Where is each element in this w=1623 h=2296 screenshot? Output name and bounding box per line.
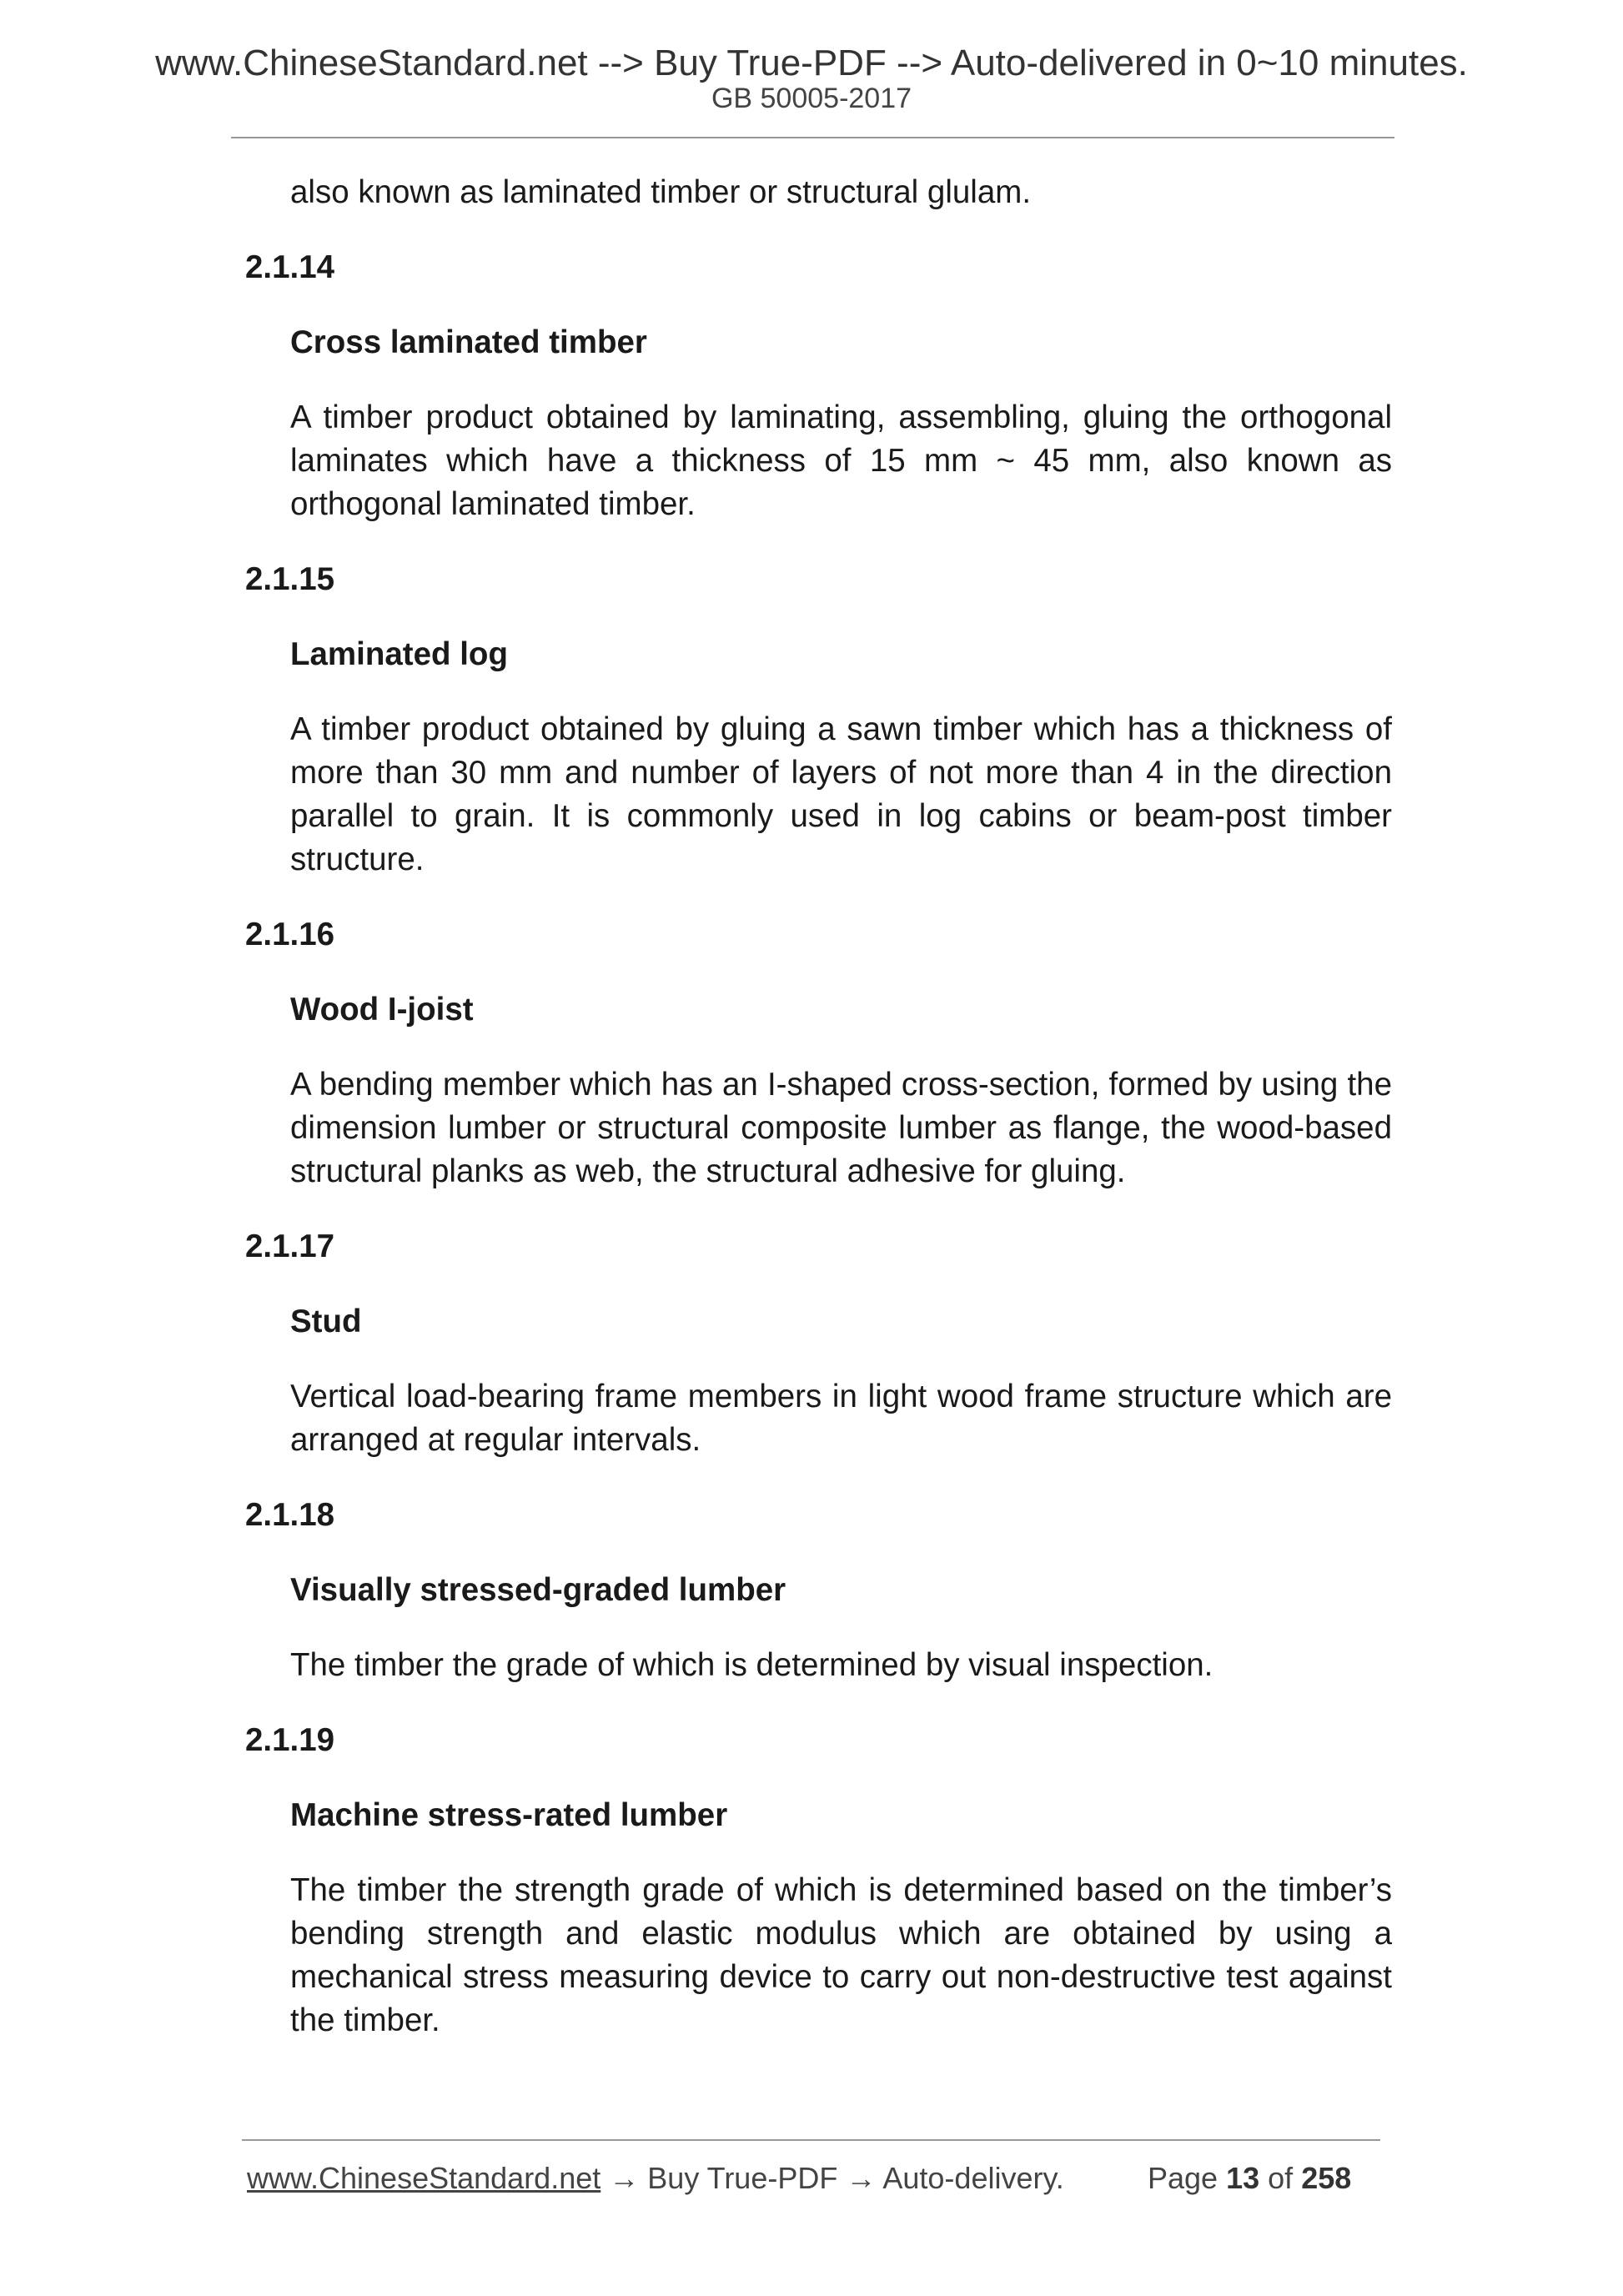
clause-term: Wood I-joist: [290, 992, 474, 1027]
clause-definition: Vertical load-bearing frame members in light wood frame structure which are arranged at regular intervals.: [290, 1379, 1392, 1458]
page-label: Page: [1148, 2161, 1219, 2195]
clause-definition: A timber product obtained by gluing a sawn timber which has a thickness of more than 30 mm and number of layers of not more than 4 in the direction parallel to grain. It is commonly used in log cabins or beam-post timber structure.: [290, 711, 1392, 877]
document-body: [245, 171, 1392, 2074]
footer-buy-text: Buy True-PDF: [647, 2161, 838, 2195]
clause-number: 2.1.18: [245, 1497, 335, 1533]
clause-term: Cross laminated timber: [290, 324, 647, 360]
clause-term: Machine stress-rated lumber: [290, 1797, 728, 1833]
header-banner: www.ChineseStandard.net --> Buy True-PDF --> Auto-delivered in 0~10 minutes.: [155, 43, 1468, 83]
arrow-right-icon: →: [846, 2161, 877, 2195]
arrow-right-icon: →: [609, 2161, 640, 2195]
document-code: GB 50005-2017: [711, 83, 912, 114]
page-total: 258: [1301, 2161, 1352, 2195]
clause-number: 2.1.17: [245, 1228, 335, 1264]
clause-term: Visually stressed-graded lumber: [290, 1572, 786, 1608]
intro-text: also known as laminated timber or structural glulam.: [290, 174, 1032, 210]
clause-number: 2.1.14: [245, 249, 335, 285]
clause-number: 2.1.16: [245, 917, 335, 952]
clause-number: 2.1.15: [245, 561, 335, 597]
footer-site-link[interactable]: www.ChineseStandard.net: [247, 2161, 601, 2195]
page-footer: [247, 2160, 1381, 2197]
page-number: 13: [1226, 2161, 1260, 2195]
clause-definition: The timber the grade of which is determined by visual inspection.: [290, 1647, 1213, 1683]
page-indicator: [1148, 2160, 1351, 2197]
clause-definition: The timber the strength grade of which is determined based on the timber’s bending strength and elastic modulus which are obtained by using a mechanical stress measuring device to carry out non-destructive test against the timber.: [290, 1872, 1392, 2038]
clause-definition: A bending member which has an I-shaped cross-section, formed by using the dimension lumber or structural composite lumber as flange, the wood-based structural planks as web, the structural adhesive for gluing.: [290, 1067, 1392, 1189]
header-divider: [231, 137, 1394, 138]
clause-definition: A timber product obtained by laminating, assembling, gluing the orthogonal laminates which have a thickness of 15 mm ~ 45 mm, also known as orthogonal laminated timber.: [290, 399, 1392, 522]
clause-number: 2.1.19: [245, 1722, 335, 1758]
of-label: of: [1268, 2161, 1294, 2195]
footer-delivery-text: Auto-delivery.: [882, 2161, 1064, 2195]
clause-term: Stud: [290, 1304, 362, 1339]
footer-divider: [242, 2139, 1380, 2141]
clause-term: Laminated log: [290, 636, 508, 672]
